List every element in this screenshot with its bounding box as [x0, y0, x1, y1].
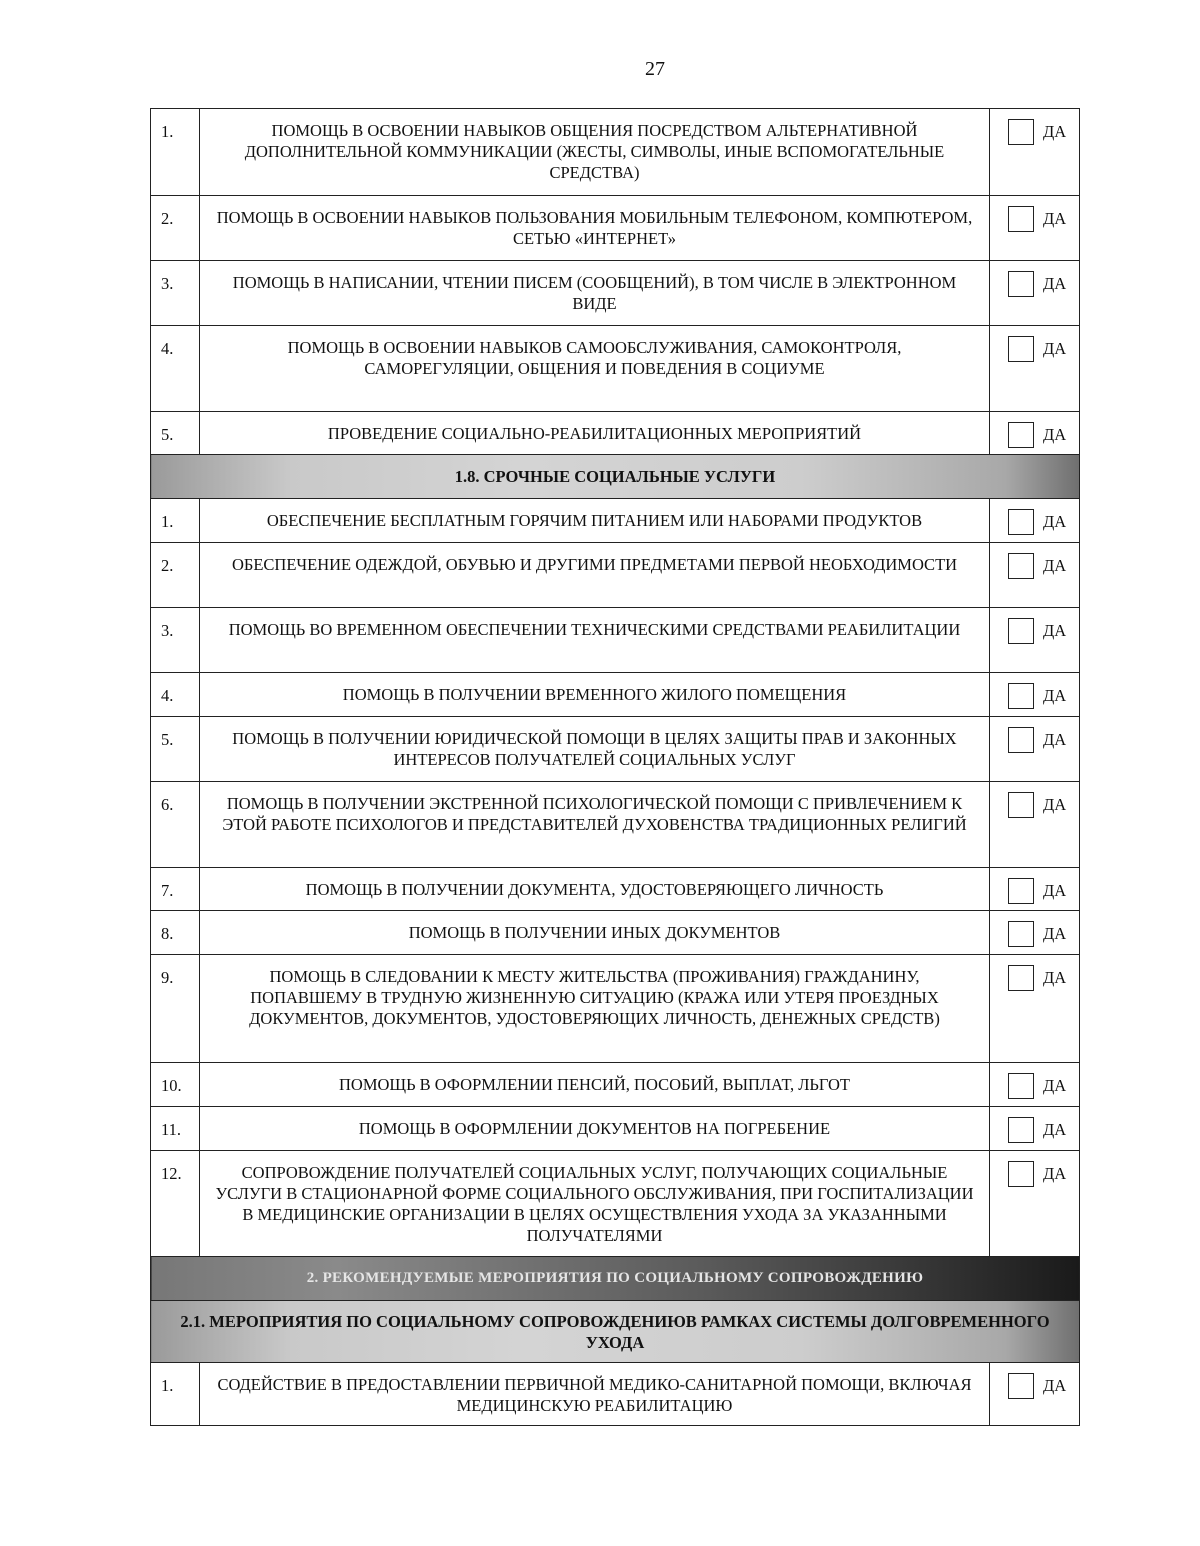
service-description: ПОМОЩЬ В ОСВОЕНИИ НАВЫКОВ ПОЛЬЗОВАНИЯ МОБИЛЬНЫМ ТЕЛЕФОНОМ, КОМПЮТЕРОМ, СЕТЬЮ «ИНТЕРНЕТ» — [200, 196, 990, 261]
checkbox-group — [990, 553, 1079, 579]
service-description: ПОМОЩЬ В НАПИСАНИИ, ЧТЕНИИ ПИСЕМ (СООБЩЕНИЙ), В ТОМ ЧИСЛЕ В ЭЛЕКТРОННОМ ВИДЕ — [200, 261, 990, 326]
service-description: СОДЕЙСТВИЕ В ПРЕДОСТАВЛЕНИИ ПЕРВИЧНОЙ МЕДИКО-САНИТАРНОЙ ПОМОЩИ, ВКЛЮЧАЯ МЕДИЦИНСКУЮ РЕАБИЛИТАЦИЮ — [200, 1363, 990, 1426]
checkbox-cell — [990, 1063, 1080, 1107]
table-row — [151, 1063, 1080, 1107]
checkbox-group — [990, 336, 1079, 362]
checkbox-cell — [990, 782, 1080, 868]
yes-label: ДА — [1043, 1076, 1067, 1095]
checkbox-group — [990, 1117, 1079, 1143]
section-title: 2.1. МЕРОПРИЯТИЯ ПО СОЦИАЛЬНОМУ СОПРОВОЖДЕНИЮВ РАМКАХ СИСТЕМЫ ДОЛГОВРЕМЕННОГО УХОДА — [151, 1301, 1080, 1363]
row-number: 12. — [151, 1151, 200, 1257]
table-row — [151, 782, 1080, 868]
yes-label: ДА — [1043, 730, 1067, 749]
checkbox-group — [990, 206, 1079, 232]
table-row — [151, 412, 1080, 455]
row-number: 1. — [151, 1363, 200, 1426]
table-row — [151, 109, 1080, 196]
table-row — [151, 717, 1080, 782]
service-description: ПОМОЩЬ В ПОЛУЧЕНИИ ИНЫХ ДОКУМЕНТОВ — [200, 911, 990, 955]
service-description: СОПРОВОЖДЕНИЕ ПОЛУЧАТЕЛЕЙ СОЦИАЛЬНЫХ УСЛУГ, ПОЛУЧАЮЩИХ СОЦИАЛЬНЫЕ УСЛУГИ В СТАЦИОНАРНОЙ ФОРМЕ СОЦИАЛЬНОГО ОБСЛУЖИВАНИЯ, ПРИ ГОСПИТАЛИЗАЦИИ В МЕДИЦИНСКИЕ ОРГАНИЗАЦИИ В ЦЕЛЯХ ОСУЩЕСТВЛЕНИЯ УХОДА ЗА УКАЗАННЫМИ ПОЛУЧАТЕЛЯМИ — [200, 1151, 990, 1257]
checkbox-group — [990, 618, 1079, 644]
table-row — [151, 499, 1080, 543]
service-description: ПОМОЩЬ В СЛЕДОВАНИИ К МЕСТУ ЖИТЕЛЬСТВА (ПРОЖИВАНИЯ) ГРАЖДАНИНУ, ПОПАВШЕМУ В ТРУДНУЮ ЖИЗНЕННУЮ СИТУАЦИЮ (КРАЖА ИЛИ УТЕРЯ ПРОЕЗДНЫХ ДОКУМЕНТОВ, ДОКУМЕНТОВ, УДОСТОВЕРЯЮЩИХ ЛИЧНОСТЬ, ДЕНЕЖНЫХ СРЕДСТВ) — [200, 955, 990, 1063]
service-description: ОБЕСПЕЧЕНИЕ ОДЕЖДОЙ, ОБУВЬЮ И ДРУГИМИ ПРЕДМЕТАМИ ПЕРВОЙ НЕОБХОДИМОСТИ — [200, 543, 990, 608]
row-number: 7. — [151, 868, 200, 911]
yes-label: ДА — [1043, 686, 1067, 705]
table-row — [151, 196, 1080, 261]
service-description: ПОМОЩЬ В ПОЛУЧЕНИИ ВРЕМЕННОГО ЖИЛОГО ПОМЕЩЕНИЯ — [200, 673, 990, 717]
checkbox-cell — [990, 911, 1080, 955]
row-number: 8. — [151, 911, 200, 955]
table-row — [151, 1363, 1080, 1426]
yes-label: ДА — [1043, 1120, 1067, 1139]
row-number: 10. — [151, 1063, 200, 1107]
table-row — [151, 673, 1080, 717]
checkbox-cell — [990, 261, 1080, 326]
row-number: 5. — [151, 717, 200, 782]
section-header-row — [151, 455, 1080, 499]
checkbox-group — [990, 921, 1079, 947]
checkbox-group — [990, 965, 1079, 991]
checkbox-cell — [990, 326, 1080, 412]
checkbox-cell — [990, 109, 1080, 196]
service-description: ПОМОЩЬ В ПОЛУЧЕНИИ ЭКСТРЕННОЙ ПСИХОЛОГИЧЕСКОЙ ПОМОЩИ С ПРИВЛЕЧЕНИЕМ К ЭТОЙ РАБОТЕ ПСИХОЛОГОВ И ПРЕДСТАВИТЕЛЕЙ ДУХОВЕНСТВА ТРАДИЦИОННЫХ РЕЛИГИЙ — [200, 782, 990, 868]
checkbox-group — [990, 1373, 1079, 1399]
service-description: ПОМОЩЬ В ОФОРМЛЕНИИ ДОКУМЕНТОВ НА ПОГРЕБЕНИЕ — [200, 1107, 990, 1151]
table-row — [151, 955, 1080, 1063]
yes-label: ДА — [1043, 425, 1067, 444]
checkbox-cell — [990, 955, 1080, 1063]
checkbox-group — [990, 792, 1079, 818]
checkbox-cell — [990, 608, 1080, 673]
table-row — [151, 261, 1080, 326]
yes-checkbox[interactable] — [1008, 336, 1034, 362]
service-description: ПОМОЩЬ В ПОЛУЧЕНИИ ДОКУМЕНТА, УДОСТОВЕРЯЮЩЕГО ЛИЧНОСТЬ — [200, 868, 990, 911]
yes-checkbox[interactable] — [1008, 965, 1034, 991]
checkbox-cell — [990, 717, 1080, 782]
yes-checkbox[interactable] — [1008, 1073, 1034, 1099]
table-row — [151, 608, 1080, 673]
services-table — [150, 108, 1080, 1426]
yes-checkbox[interactable] — [1008, 553, 1034, 579]
section-header-row — [151, 1257, 1080, 1301]
row-number: 1. — [151, 109, 200, 196]
checkbox-cell — [990, 673, 1080, 717]
yes-label: ДА — [1043, 274, 1067, 293]
checkbox-cell — [990, 1151, 1080, 1257]
row-number: 2. — [151, 196, 200, 261]
yes-checkbox[interactable] — [1008, 206, 1034, 232]
checkbox-group — [990, 727, 1079, 753]
row-number: 4. — [151, 326, 200, 412]
row-number: 1. — [151, 499, 200, 543]
table-row — [151, 911, 1080, 955]
yes-label: ДА — [1043, 795, 1067, 814]
row-number: 6. — [151, 782, 200, 868]
yes-checkbox[interactable] — [1008, 618, 1034, 644]
yes-checkbox[interactable] — [1008, 878, 1034, 904]
checkbox-cell — [990, 1363, 1080, 1426]
checkbox-group — [990, 1161, 1079, 1187]
yes-checkbox[interactable] — [1008, 792, 1034, 818]
service-description: ПОМОЩЬ В ПОЛУЧЕНИИ ЮРИДИЧЕСКОЙ ПОМОЩИ В ЦЕЛЯХ ЗАЩИТЫ ПРАВ И ЗАКОННЫХ ИНТЕРЕСОВ ПОЛУЧАТЕЛЕЙ СОЦИАЛЬНЫХ УСЛУГ — [200, 717, 990, 782]
yes-checkbox[interactable] — [1008, 727, 1034, 753]
yes-label: ДА — [1043, 621, 1067, 640]
service-description: ПОМОЩЬ В ОФОРМЛЕНИИ ПЕНСИЙ, ПОСОБИЙ, ВЫПЛАТ, ЛЬГОТ — [200, 1063, 990, 1107]
checkbox-cell — [990, 1107, 1080, 1151]
checkbox-group — [990, 271, 1079, 297]
yes-label: ДА — [1043, 1164, 1067, 1183]
service-description: ПОМОЩЬ В ОСВОЕНИИ НАВЫКОВ САМООБСЛУЖИВАНИЯ, САМОКОНТРОЛЯ, САМОРЕГУЛЯЦИИ, ОБЩЕНИЯ И ПОВЕДЕНИЯ В СОЦИУМЕ — [200, 326, 990, 412]
row-number: 5. — [151, 412, 200, 455]
services-table-body — [151, 109, 1080, 1426]
yes-checkbox[interactable] — [1008, 119, 1034, 145]
service-description: ПОМОЩЬ В ОСВОЕНИИ НАВЫКОВ ОБЩЕНИЯ ПОСРЕДСТВОМ АЛЬТЕРНАТИВНОЙ ДОПОЛНИТЕЛЬНОЙ КОММУНИКАЦИИ (ЖЕСТЫ, СИМВОЛЫ, ИНЫЕ ВСПОМОГАТЕЛЬНЫЕ СРЕДСТВА) — [200, 109, 990, 196]
yes-label: ДА — [1043, 339, 1067, 358]
checkbox-group — [990, 119, 1079, 145]
yes-label: ДА — [1043, 968, 1067, 987]
table-row — [151, 543, 1080, 608]
yes-checkbox[interactable] — [1008, 683, 1034, 709]
row-number: 4. — [151, 673, 200, 717]
checkbox-cell — [990, 543, 1080, 608]
checkbox-group — [990, 878, 1079, 904]
yes-checkbox[interactable] — [1008, 422, 1034, 448]
table-row — [151, 868, 1080, 911]
yes-checkbox[interactable] — [1008, 1373, 1034, 1399]
yes-checkbox[interactable] — [1008, 921, 1034, 947]
yes-checkbox[interactable] — [1008, 509, 1034, 535]
yes-checkbox[interactable] — [1008, 1161, 1034, 1187]
service-description: ПОМОЩЬ ВО ВРЕМЕННОМ ОБЕСПЕЧЕНИИ ТЕХНИЧЕСКИМИ СРЕДСТВАМИ РЕАБИЛИТАЦИИ — [200, 608, 990, 673]
row-number: 11. — [151, 1107, 200, 1151]
checkbox-group — [990, 683, 1079, 709]
row-number: 9. — [151, 955, 200, 1063]
yes-checkbox[interactable] — [1008, 271, 1034, 297]
checkbox-cell — [990, 412, 1080, 455]
checkbox-group — [990, 1073, 1079, 1099]
section-title: 2. РЕКОМЕНДУЕМЫЕ МЕРОПРИЯТИЯ ПО СОЦИАЛЬНОМУ СОПРОВОЖДЕНИЮ — [151, 1257, 1080, 1301]
service-description: ОБЕСПЕЧЕНИЕ БЕСПЛАТНЫМ ГОРЯЧИМ ПИТАНИЕМ ИЛИ НАБОРАМИ ПРОДУКТОВ — [200, 499, 990, 543]
row-number: 3. — [151, 608, 200, 673]
table-row — [151, 1107, 1080, 1151]
row-number: 3. — [151, 261, 200, 326]
page-number: 27 — [645, 58, 665, 80]
yes-label: ДА — [1043, 1376, 1067, 1395]
checkbox-cell — [990, 499, 1080, 543]
checkbox-cell — [990, 868, 1080, 911]
yes-label: ДА — [1043, 209, 1067, 228]
row-number: 2. — [151, 543, 200, 608]
yes-label: ДА — [1043, 122, 1067, 141]
section-header-row — [151, 1301, 1080, 1363]
yes-label: ДА — [1043, 924, 1067, 943]
checkbox-group — [990, 422, 1079, 448]
table-row — [151, 326, 1080, 412]
yes-label: ДА — [1043, 512, 1067, 531]
table-row — [151, 1151, 1080, 1257]
yes-label: ДА — [1043, 881, 1067, 900]
checkbox-cell — [990, 196, 1080, 261]
yes-checkbox[interactable] — [1008, 1117, 1034, 1143]
checkbox-group — [990, 509, 1079, 535]
yes-label: ДА — [1043, 556, 1067, 575]
section-title: 1.8. СРОЧНЫЕ СОЦИАЛЬНЫЕ УСЛУГИ — [151, 455, 1080, 499]
service-description: ПРОВЕДЕНИЕ СОЦИАЛЬНО-РЕАБИЛИТАЦИОННЫХ МЕРОПРИЯТИЙ — [200, 412, 990, 455]
